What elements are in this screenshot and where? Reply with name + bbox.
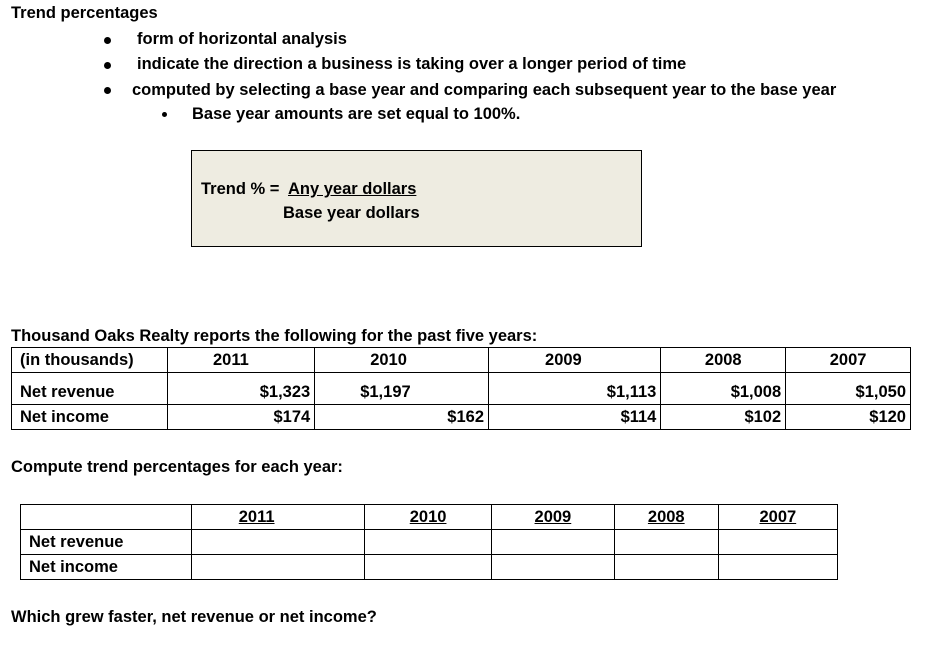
formula-box — [191, 150, 642, 247]
year-header: 2010 — [365, 505, 492, 530]
blank-header-cell — [21, 505, 192, 530]
bullet-icon — [104, 87, 111, 94]
year-header: 2010 — [315, 348, 489, 373]
year-header: 2011 — [167, 348, 314, 373]
answer-cell[interactable] — [191, 555, 365, 580]
answer-table — [20, 504, 838, 580]
formula-numerator: Any year dollars — [288, 180, 417, 198]
bullet-item: computed by selecting a base year and comparing each subsequent year to the base year — [132, 81, 837, 99]
answer-cell[interactable] — [365, 555, 492, 580]
row-label: Net revenue — [21, 530, 192, 555]
table-row — [21, 555, 838, 580]
page-title: Trend percentages — [11, 4, 158, 22]
table-cell: $102 — [661, 405, 786, 430]
sub-bullet-icon — [162, 112, 167, 117]
bullet-item: indicate the direction a business is taking over a longer period of time — [137, 55, 687, 73]
year-header: 2008 — [614, 505, 718, 530]
table-cell: $1,197 — [315, 373, 489, 405]
formula-lhs: Trend % = — [201, 180, 280, 198]
answer-cell[interactable] — [614, 530, 718, 555]
table-cell: $1,050 — [786, 373, 911, 405]
row-label: Net revenue — [12, 373, 168, 405]
answer-cell[interactable] — [718, 555, 837, 580]
table-cell: $1,113 — [489, 373, 661, 405]
table-header-row — [21, 505, 838, 530]
question-text: Which grew faster, net revenue or net income? — [11, 608, 377, 626]
data-table — [11, 347, 911, 430]
answer-cell[interactable] — [491, 555, 614, 580]
row-label: Net income — [12, 405, 168, 430]
answer-cell[interactable] — [614, 555, 718, 580]
formula-denominator: Base year dollars — [283, 204, 420, 222]
year-header: 2008 — [661, 348, 786, 373]
year-header: 2009 — [491, 505, 614, 530]
row-label: Net income — [21, 555, 192, 580]
table-cell: $1,323 — [167, 373, 314, 405]
year-header: 2011 — [191, 505, 365, 530]
year-header: 2007 — [718, 505, 837, 530]
bullet-item: form of horizontal analysis — [137, 30, 347, 48]
answer-cell[interactable] — [191, 530, 365, 555]
table-cell: $114 — [489, 405, 661, 430]
table-cell: $120 — [786, 405, 911, 430]
year-header: 2007 — [786, 348, 911, 373]
header-label: (in thousands) — [12, 348, 168, 373]
year-header: 2009 — [489, 348, 661, 373]
answer-cell[interactable] — [491, 530, 614, 555]
table-header-row — [12, 348, 911, 373]
prompt-text: Compute trend percentages for each year: — [11, 458, 343, 476]
table-row — [21, 530, 838, 555]
table-cell: $1,008 — [661, 373, 786, 405]
intro-text: Thousand Oaks Realty reports the following for the past five years: — [11, 327, 538, 345]
answer-cell[interactable] — [718, 530, 837, 555]
answer-cell[interactable] — [365, 530, 492, 555]
table-row — [12, 373, 911, 405]
bullet-icon — [104, 37, 111, 44]
table-cell: $174 — [167, 405, 314, 430]
sub-bullet-item: Base year amounts are set equal to 100%. — [192, 105, 521, 123]
table-cell: $162 — [315, 405, 489, 430]
table-row — [12, 405, 911, 430]
bullet-icon — [104, 62, 111, 69]
